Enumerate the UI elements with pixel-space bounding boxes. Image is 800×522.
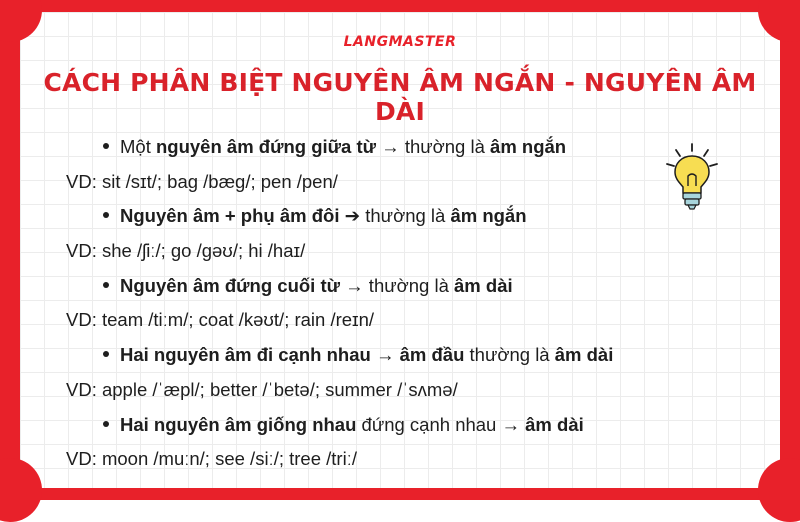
rule-keyword: Hai nguyên âm giống nhau [120,413,357,435]
rule-item [66,408,746,443]
bullet-icon [103,212,109,218]
example-line: VD: team /tiːm/; coat /kəʊt/; rain /reɪn/ [66,309,375,331]
rule-text: → thường là [376,136,491,157]
content-card [20,12,780,488]
rule-text: → thường là [340,274,455,296]
rule-keyword: âm dài [454,274,513,296]
rule-text: đứng cạnh nhau → [356,413,526,435]
rule-keyword: Hai nguyên âm đi cạnh nhau [120,344,371,366]
rule-keyword: Nguyên âm + phụ âm đôi ➔ [120,205,361,227]
example-line: VD: moon /muːn/; see /siː/; tree /triː/ [66,448,357,470]
rules-list [66,130,746,477]
rule-keyword: âm đầu [399,344,465,366]
rule-keyword: âm ngắn [490,136,567,157]
rule-keyword: âm ngắn [450,205,527,227]
example-line: VD: apple /ˈæpl/; better /ˈbetə/; summer /ˈsʌmə/ [66,378,458,400]
rule-keyword: âm dài [525,413,584,435]
rule-item [66,269,746,304]
rule-item [66,130,746,165]
rule-text: thường là [360,205,451,227]
bullet-icon [103,282,109,288]
example-line: VD: she /ʃiː/; go /ɡəʊ/; hi /haɪ/ [66,240,306,262]
brand-logo: LANGMASTER [343,34,457,50]
rule-keyword: âm dài [554,344,614,366]
example-line: VD: sit /sɪt/; bag /bæɡ/; pen /pen/ [66,170,338,192]
page-title: CÁCH PHÂN BIỆT NGUYÊN ÂM NGẮN - NGUYÊN ÂM DÀI [43,68,757,126]
rule-keyword: Nguyên âm đứng cuối từ [120,274,341,296]
rule-text: thường là [464,344,555,366]
rule-text: Một [120,136,156,157]
bullet-icon [103,351,109,357]
bullet-icon [103,143,109,149]
bullet-icon [103,421,109,427]
rule-keyword: nguyên âm đứng giữa từ [155,136,377,157]
rule-text: → [370,344,400,366]
rule-item [66,199,746,234]
rule-item [66,338,746,373]
